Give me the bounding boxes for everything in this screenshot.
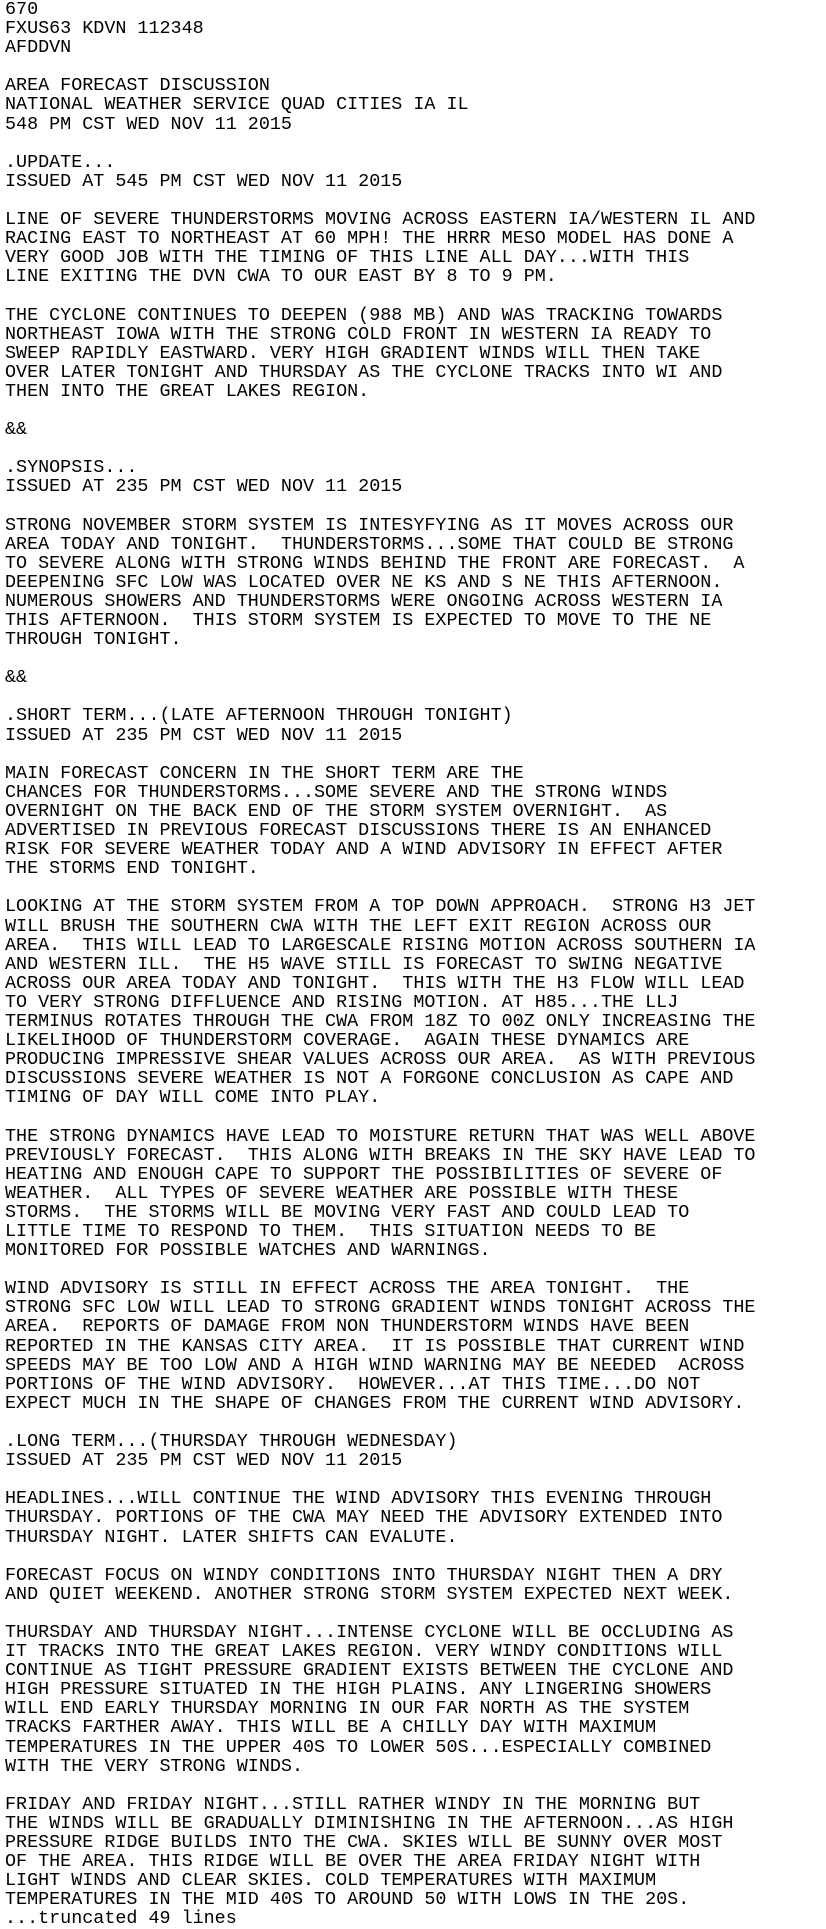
text-line: ADVERTISED IN PREVIOUS FORECAST DISCUSSIONS THERE IS AN ENHANCED <box>5 820 712 842</box>
text-line: PRESSURE RIDGE BUILDS INTO THE CWA. SKIES WILL BE SUNNY OVER MOST <box>5 1832 723 1853</box>
text-line: HIGH PRESSURE SITUATED IN THE HIGH PLAINS. ANY LINGERING SHOWERS <box>5 1679 712 1701</box>
text-line <box>5 134 755 153</box>
text-line: NATIONAL WEATHER SERVICE QUAD CITIES IA IL <box>5 94 469 116</box>
text-line <box>5 401 755 420</box>
text-line: .UPDATE... <box>5 151 116 173</box>
text-line: && <box>5 667 28 689</box>
text-line: ISSUED AT 545 PM CST WED NOV 11 2015 <box>5 170 403 192</box>
text-line: WEATHER. ALL TYPES OF SEVERE WEATHER ARE POSSIBLE WITH THESE <box>5 1182 679 1204</box>
text-line: AND WESTERN ILL. THE H5 WAVE STILL IS FORECAST TO SWING NEGATIVE <box>5 953 723 975</box>
text-line: HEATING AND ENOUGH CAPE TO SUPPORT THE POSSIBILITIES OF SEVERE OF <box>5 1163 723 1185</box>
text-line: THE CYCLONE CONTINUES TO DEEPEN (988 MB) AND WAS TRACKING TOWARDS <box>5 304 723 326</box>
text-line: VERY GOOD JOB WITH THE TIMING OF THIS LINE ALL DAY...WITH THIS <box>5 247 690 269</box>
text-line <box>5 1547 755 1566</box>
text-line: TIMING OF DAY WILL COME INTO PLAY. <box>5 1087 381 1109</box>
text-line: THE STRONG DYNAMICS HAVE LEAD TO MOISTURE RETURN THAT WAS WELL ABOVE <box>5 1125 756 1147</box>
text-line: AREA. REPORTS OF DAMAGE FROM NON THUNDERSTORM WINDS HAVE BEEN <box>5 1316 690 1338</box>
text-line: LIGHT WINDS AND CLEAR SKIES. COLD TEMPERATURES WITH MAXIMUM <box>5 1870 657 1892</box>
text-line: REPORTED IN THE KANSAS CITY AREA. IT IS POSSIBLE THAT CURRENT WIND <box>5 1335 745 1357</box>
text-line: PRODUCING IMPRESSIVE SHEAR VALUES ACROSS OUR AREA. AS WITH PREVIOUS <box>5 1049 756 1071</box>
text-line <box>5 1260 755 1279</box>
text-line: THROUGH TONIGHT. <box>5 629 182 651</box>
text-line: OF THE AREA. THIS RIDGE WILL BE OVER THE AREA FRIDAY NIGHT WITH <box>5 1851 701 1873</box>
text-line: WILL END EARLY THURSDAY MORNING IN OUR FAR NORTH AS THE SYSTEM <box>5 1698 690 1720</box>
text-line: IT TRACKS INTO THE GREAT LAKES REGION. VERY WINDY CONDITIONS WILL <box>5 1641 723 1663</box>
text-line: FRIDAY AND FRIDAY NIGHT...STILL RATHER WINDY IN THE MORNING BUT <box>5 1793 701 1815</box>
text-line: THIS AFTERNOON. THIS STORM SYSTEM IS EXPECTED TO MOVE TO THE NE <box>5 610 712 631</box>
text-line: .LONG TERM...(THURSDAY THROUGH WEDNESDAY) <box>5 1431 458 1453</box>
text-line: AND QUIET WEEKEND. ANOTHER STRONG STORM SYSTEM EXPECTED NEXT WEEK. <box>5 1583 734 1605</box>
text-line <box>5 1107 755 1126</box>
text-line: TO SEVERE ALONG WITH STRONG WINDS BEHIND THE FRONT ARE FORECAST. A <box>5 552 745 574</box>
text-line: 548 PM CST WED NOV 11 2015 <box>5 113 292 135</box>
text-line: AREA. THIS WILL LEAD TO LARGESCALE RISING MOTION ACROSS SOUTHERN IA <box>5 934 756 956</box>
text-line <box>5 649 755 668</box>
text-line: ISSUED AT 235 PM CST WED NOV 11 2015 <box>5 1450 403 1472</box>
text-line <box>5 286 755 305</box>
text-line: DEEPENING SFC LOW WAS LOCATED OVER NE KS AND S NE THIS AFTERNOON. <box>5 571 723 593</box>
text-line: 670 <box>5 0 39 20</box>
text-line: THURSDAY AND THURSDAY NIGHT...INTENSE CYCLONE WILL BE OCCLUDING AS <box>5 1621 734 1643</box>
text-line <box>5 1470 755 1489</box>
text-line: TEMPERATURES IN THE UPPER 40S TO LOWER 50S...ESPECIALLY COMBINED <box>5 1736 712 1758</box>
text-line: OVER LATER TONIGHT AND THURSDAY AS THE CYCLONE TRACKS INTO WI AND <box>5 361 723 383</box>
text-line: TO VERY STRONG DIFFLUENCE AND RISING MOTION. AT H85...THE LLJ <box>5 991 679 1013</box>
text-line: AREA FORECAST DISCUSSION <box>5 75 270 97</box>
text-line <box>5 191 755 210</box>
text-line: LINE OF SEVERE THUNDERSTORMS MOVING ACROSS EASTERN IA/WESTERN IL AND <box>5 209 756 231</box>
text-line: LITTLE TIME TO RESPOND TO THEM. THIS SITUATION NEEDS TO BE <box>5 1221 657 1242</box>
text-line: SPEEDS MAY BE TOO LOW AND A HIGH WIND WARNING MAY BE NEEDED ACROSS <box>5 1354 745 1376</box>
text-line: HEADLINES...WILL CONTINUE THE WIND ADVISORY THIS EVENING THROUGH <box>5 1488 712 1510</box>
truncated-notice: ...truncated 49 lines <box>5 1908 237 1929</box>
text-line <box>5 439 755 458</box>
text-line: THURSDAY NIGHT. LATER SHIFTS CAN EVALUTE. <box>5 1526 458 1548</box>
text-line: WITH THE VERY STRONG WINDS. <box>5 1755 303 1777</box>
text-line <box>5 57 755 76</box>
text-line: STORMS. THE STORMS WILL BE MOVING VERY FAST AND COULD LEAD TO <box>5 1201 690 1223</box>
text-line: TEMPERATURES IN THE MID 40S TO AROUND 50 WITH LOWS IN THE 20S. <box>5 1889 690 1911</box>
text-line: CHANCES FOR THUNDERSTORMS...SOME SEVERE AND THE STRONG WINDS <box>5 781 668 803</box>
text-line: THEN INTO THE GREAT LAKES REGION. <box>5 380 370 402</box>
text-line: SWEEP RAPIDLY EASTWARD. VERY HIGH GRADIENT WINDS WILL THEN TAKE <box>5 342 701 364</box>
text-line: AFDDVN <box>5 37 72 59</box>
text-line: LOOKING AT THE STORM SYSTEM FROM A TOP DOWN APPROACH. STRONG H3 JET <box>5 896 756 918</box>
text-line: STRONG SFC LOW WILL LEAD TO STRONG GRADIENT WINDS TONIGHT ACROSS THE <box>5 1297 756 1319</box>
text-line: PORTIONS OF THE WIND ADVISORY. HOWEVER...AT THIS TIME...DO NOT <box>5 1373 701 1395</box>
text-line <box>5 687 755 706</box>
text-line: RACING EAST TO NORTHEAST AT 60 MPH! THE HRRR MESO MODEL HAS DONE A <box>5 228 734 250</box>
text-line: .SHORT TERM...(LATE AFTERNOON THROUGH TONIGHT) <box>5 705 513 727</box>
text-line <box>5 878 755 897</box>
text-line <box>5 1413 755 1432</box>
text-line: THE WINDS WILL BE GRADUALLY DIMINISHING IN THE AFTERNOON...AS HIGH <box>5 1812 734 1834</box>
text-line: PREVIOUSLY FORECAST. THIS ALONG WITH BREAKS IN THE SKY HAVE LEAD TO <box>5 1144 756 1166</box>
text-line: THURSDAY. PORTIONS OF THE CWA MAY NEED THE ADVISORY EXTENDED INTO <box>5 1507 723 1529</box>
text-line: MONITORED FOR POSSIBLE WATCHES AND WARNINGS. <box>5 1240 491 1262</box>
text-line: FXUS63 KDVN 112348 <box>5 18 204 40</box>
text-line: LIKELIHOOD OF THUNDERSTORM COVERAGE. AGAIN THESE DYNAMICS ARE <box>5 1030 690 1052</box>
text-line: CONTINUE AS TIGHT PRESSURE GRADIENT EXISTS BETWEEN THE CYCLONE AND <box>5 1660 734 1682</box>
text-line: NUMEROUS SHOWERS AND THUNDERSTORMS WERE ONGOING ACROSS WESTERN IA <box>5 590 723 612</box>
text-line: AREA TODAY AND TONIGHT. THUNDERSTORMS...SOME THAT COULD BE STRONG <box>5 533 734 555</box>
text-line: NORTHEAST IOWA WITH THE STRONG COLD FRONT IN WESTERN IA READY TO <box>5 323 712 345</box>
text-line: .SYNOPSIS... <box>5 457 138 479</box>
text-line <box>5 745 755 764</box>
text-line: WILL BRUSH THE SOUTHERN CWA WITH THE LEFT EXIT REGION ACROSS OUR <box>5 915 712 937</box>
text-line: TERMINUS ROTATES THROUGH THE CWA FROM 18Z TO 00Z ONLY INCREASING THE <box>5 1010 756 1032</box>
text-line: EXPECT MUCH IN THE SHAPE OF CHANGES FROM THE CURRENT WIND ADVISORY. <box>5 1392 745 1414</box>
text-line: ACROSS OUR AREA TODAY AND TONIGHT. THIS WITH THE H3 FLOW WILL LEAD <box>5 972 745 994</box>
text-line: WIND ADVISORY IS STILL IN EFFECT ACROSS THE AREA TONIGHT. THE <box>5 1278 690 1300</box>
text-line: LINE EXITING THE DVN CWA TO OUR EAST BY 8 TO 9 PM. <box>5 266 557 288</box>
text-line: && <box>5 419 28 441</box>
text-line: TRACKS FARTHER AWAY. THIS WILL BE A CHILLY DAY WITH MAXIMUM <box>5 1717 657 1739</box>
text-line <box>5 1604 755 1623</box>
text-line: ISSUED AT 235 PM CST WED NOV 11 2015 <box>5 724 403 746</box>
text-line: OVERNIGHT ON THE BACK END OF THE STORM SYSTEM OVERNIGHT. AS <box>5 800 668 822</box>
text-line: RISK FOR SEVERE WEATHER TODAY AND A WIND ADVISORY IN EFFECT AFTER <box>5 839 723 861</box>
text-line: DISCUSSIONS SEVERE WEATHER IS NOT A FORGONE CONCLUSION AS CAPE AND <box>5 1068 734 1090</box>
text-line: ISSUED AT 235 PM CST WED NOV 11 2015 <box>5 476 403 498</box>
text-line <box>5 1776 755 1795</box>
text-line: THE STORMS END TONIGHT. <box>5 858 259 880</box>
forecast-discussion-text <box>5 0 755 1928</box>
text-line: FORECAST FOCUS ON WINDY CONDITIONS INTO THURSDAY NIGHT THEN A DRY <box>5 1564 723 1586</box>
text-line: MAIN FORECAST CONCERN IN THE SHORT TERM ARE THE <box>5 762 524 784</box>
text-line: STRONG NOVEMBER STORM SYSTEM IS INTESYFYING AS IT MOVES ACROSS OUR <box>5 514 734 536</box>
text-line <box>5 496 755 515</box>
